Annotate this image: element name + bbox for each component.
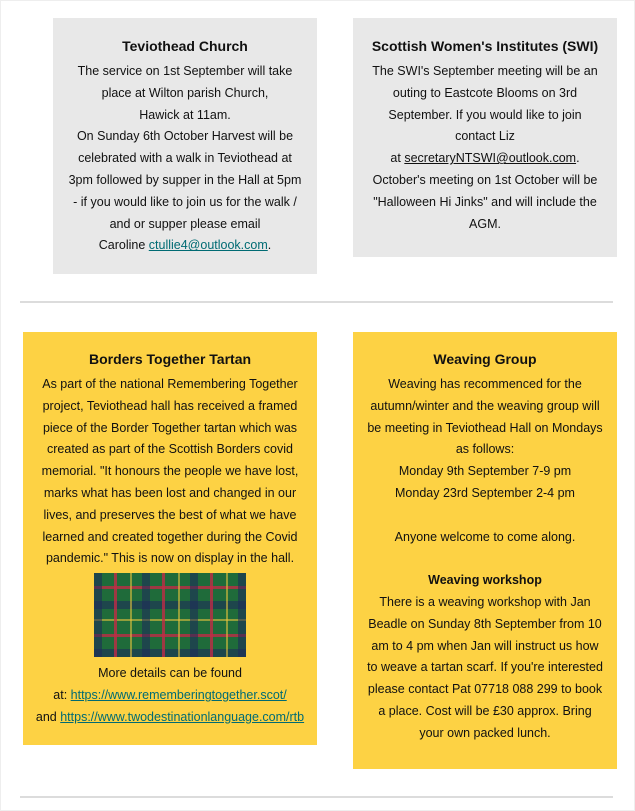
swi-text-7: "Halloween Hi Jinks" and will include the (373, 194, 597, 209)
weaving-card (353, 332, 617, 769)
remembering-together-link[interactable]: https://www.rememberingtogether.scot/ (70, 687, 287, 702)
swi-contact-prefix: at (390, 151, 405, 166)
workshop-text-1: There is a weaving workshop with Jan (379, 594, 591, 609)
church-card (53, 18, 317, 274)
tartan-text-6: marks what has been lost and changed in our (43, 485, 297, 500)
workshop-text-4: to weave a tartan scarf. If you're interested (367, 660, 603, 675)
tartan-text-5: memorial. "It honours the people we have lost, (41, 464, 299, 479)
swi-text-2: outing to Eastcote Blooms on 3rd (392, 85, 578, 100)
weaving-text-1: Weaving has recommenced for the (388, 377, 582, 391)
church-text-6: 3pm followed by supper in the Hall at 5pm (68, 172, 302, 187)
swi-text-8: AGM. (469, 216, 501, 231)
swi-text-3: September. If you would like to join (388, 107, 582, 122)
workshop-text-5: please contact Pat 07718 088 299 to book (367, 682, 603, 697)
weaving-schedule-1: Monday 9th September 7-9 pm (398, 464, 572, 479)
tartan-text-7: lives, and preserves the best of what we have (43, 507, 297, 522)
church-text-8: and or supper please email (109, 216, 261, 231)
tartan-link-line-1 (27, 685, 313, 707)
weaving-title: Weaving Group (433, 351, 537, 367)
swi-contact-suffix: . (576, 151, 580, 166)
church-text-3: Hawick at 11am. (139, 107, 231, 122)
tartan-at-prefix: at: (53, 687, 71, 702)
two-destination-language-link[interactable]: https://www.twodestinationlanguage.com/rtb (60, 709, 305, 724)
swi-text-6: October's meeting on 1st October will be (372, 172, 598, 187)
weaving-text-4: as follows: (455, 442, 515, 457)
tartan-more-details: More details can be found (98, 666, 242, 681)
swi-title: Scottish Women's Institutes (SWI) (371, 38, 599, 54)
tartan-title: Borders Together Tartan (88, 351, 252, 367)
weaving-text-2: autumn/winter and the weaving group will (370, 398, 600, 413)
weaving-workshop-title: Weaving workshop (428, 573, 542, 588)
tartan-text-8: learned and created together during the Covid (42, 529, 298, 544)
swi-text-4: contact Liz (455, 129, 515, 144)
tartan-text-4: created as part of the Scottish Borders covid (47, 442, 293, 457)
workshop-text-6: a place. Cost will be £30 approx. Bring (378, 703, 592, 718)
weaving-schedule-2: Monday 23rd September 2-4 pm (395, 485, 575, 500)
weaving-spacer-2 (357, 548, 613, 570)
section-divider-top (20, 301, 613, 303)
tartan-link-line-2 (27, 707, 313, 729)
workshop-text-3: am to 4 pm when Jan will instruct us how (371, 638, 599, 653)
workshop-text-7: your own packed lunch. (419, 725, 551, 740)
workshop-text-2: Beadle on Sunday 8th September from 10 (368, 616, 602, 631)
church-title: Teviothead Church (122, 38, 248, 54)
church-text-2: place at Wilton parish Church, (101, 85, 269, 100)
weaving-welcome: Anyone welcome to come along. (394, 529, 576, 544)
weaving-text-3: be meeting in Teviothead Hall on Mondays (367, 420, 603, 435)
swi-text-1: The SWI's September meeting will be an (372, 64, 598, 78)
swi-card (353, 18, 617, 257)
church-text-1: The service on 1st September will take (77, 64, 293, 78)
tartan-fabric-image (94, 573, 246, 657)
tartan-card (23, 332, 317, 745)
section-divider-bottom (20, 796, 613, 798)
tartan-text-9: pandemic." This is now on display in the hall. (45, 551, 295, 566)
swi-email-link[interactable]: secretaryNTSWI@outlook.com (404, 151, 577, 166)
church-text-9 (59, 235, 311, 257)
tartan-text-3: piece of the Border Together tartan which was (42, 420, 298, 435)
church-contact-prefix: Caroline (98, 238, 149, 253)
church-contact-suffix: . (267, 238, 272, 253)
tartan-text-1: As part of the national Remembering Together (42, 377, 298, 391)
weaving-spacer-1 (357, 505, 613, 527)
swi-text-5 (357, 148, 613, 170)
church-text-4: On Sunday 6th October Harvest will be (76, 129, 294, 144)
tartan-and-prefix: and (35, 709, 61, 724)
tartan-text-2: project, Teviothead hall has received a framed (42, 398, 298, 413)
church-text-7: - if you would like to join us for the walk / (73, 194, 297, 209)
church-email-link[interactable]: ctullie4@outlook.com (148, 238, 268, 253)
church-text-5: celebrated with a walk in Teviothead at (78, 151, 292, 166)
